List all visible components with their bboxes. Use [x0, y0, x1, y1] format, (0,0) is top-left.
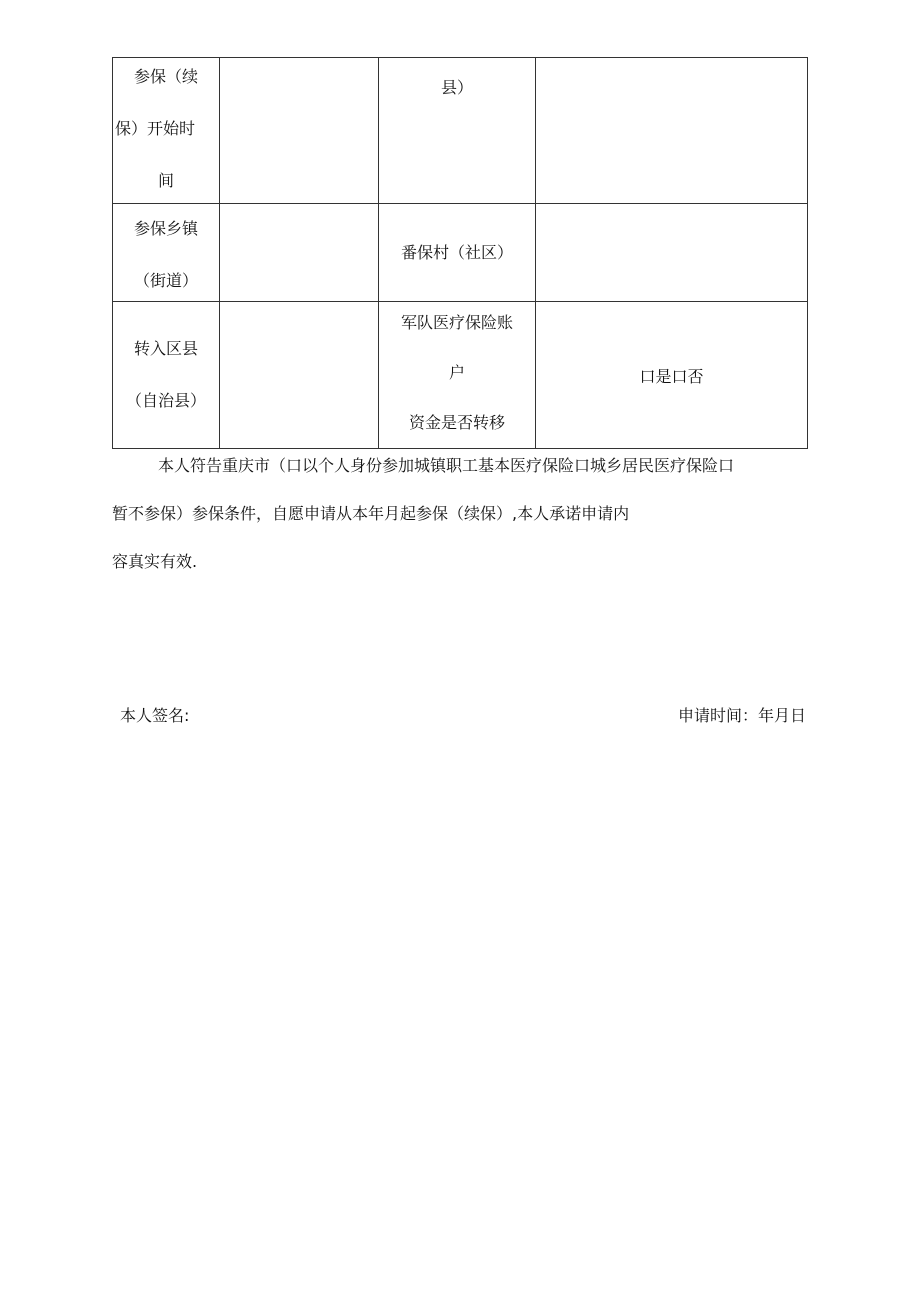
- label-cell-military-fund: [379, 302, 536, 449]
- transfer-county-value-cell[interactable]: [220, 302, 379, 449]
- label-cell-township: [113, 204, 220, 302]
- label-line: 间: [157, 170, 174, 190]
- label-line: 番保村（社区）: [400, 242, 513, 262]
- label-line: （自治县）: [125, 391, 206, 410]
- fund-transfer-yes-no-checkbox[interactable]: 口是口否: [536, 302, 808, 449]
- label-line: 县）: [440, 78, 473, 97]
- label-line: （街道）: [133, 270, 198, 290]
- label-line: 参保乡镇: [133, 218, 198, 238]
- label-cell-village: [379, 204, 536, 302]
- application-date-label: 申请时间：年月日: [677, 706, 806, 725]
- label-line: 保）开始时: [114, 118, 195, 138]
- label-line: 资金是否转移: [408, 413, 505, 432]
- signature-label: 本人签名:: [120, 706, 190, 725]
- start-time-value-cell[interactable]: [220, 58, 379, 204]
- county-value-cell[interactable]: [536, 58, 808, 204]
- table-row: [113, 302, 808, 449]
- label-cell-transfer-county: [113, 302, 220, 449]
- statement-line: 容真实有效.: [112, 552, 198, 571]
- label-line: 户: [448, 363, 465, 382]
- applicant-statement: [112, 454, 812, 574]
- table-row: [113, 204, 808, 302]
- label-line: 军队医疗保险账: [400, 313, 513, 332]
- statement-line: 本人符告重庆市（口以个人身份参加城镇职工基本医疗保险口城乡居民医疗保险口: [158, 456, 735, 475]
- table-row: [113, 58, 808, 204]
- label-line: 参保（续: [133, 66, 198, 86]
- statement-line: 暂不参保）参保条件，自愿申请从本年月起参保（续保）,本人承诺申请内: [112, 504, 630, 523]
- insurance-info-table: [112, 57, 808, 449]
- label-cell-county: [379, 58, 536, 204]
- township-value-cell[interactable]: [220, 204, 379, 302]
- village-value-cell[interactable]: [536, 204, 808, 302]
- label-line: 转入区县: [133, 339, 198, 358]
- label-cell-start-time: [113, 58, 220, 204]
